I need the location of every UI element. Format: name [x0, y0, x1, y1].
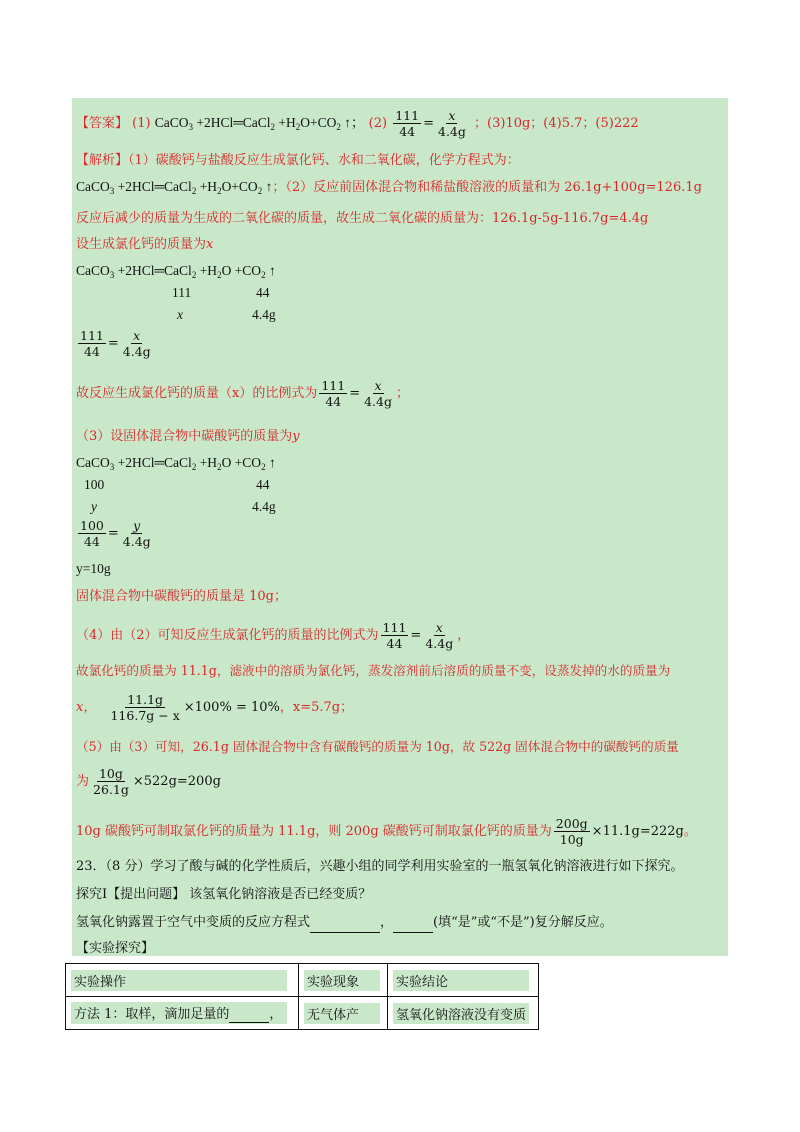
answer-equation: CaCO$_3$ +2HCl═CaCl$_2$ $+H_2O+CO_2$ ↑；: [154, 115, 365, 132]
analysis-line-9: 故氯化钙的质量为 11.1g，滤液中的溶质为氯化钙，蒸发溶剂前后溶质的质量不变，设蒸发掉的水的质量为: [76, 663, 671, 678]
answer-label: 【答案】: [76, 116, 129, 131]
analysis-label: 【解析】: [76, 153, 129, 168]
analysis-line-2: CaCO$_3$ +2HCl═CaCl$_2$ $+H_2O+CO_2$ ↑；（2）反应前固体混合物和稀盐酸溶液的质量和为 26.1g+100g=126.1g: [76, 179, 702, 196]
eq2-under-caco3: 100: [84, 477, 105, 492]
eq1-mass: 4.4g: [252, 307, 276, 322]
eq2-mass: 4.4g: [252, 499, 276, 514]
answer-fraction-right: $\frac{x}{4.4g}$: [438, 108, 466, 139]
eq2-var-y: y: [91, 499, 97, 514]
analysis-line-12: 为 $\frac{10g}{26.1g}$ ×522g=200g: [76, 766, 221, 797]
analysis-line-3: 反应后减少的质量为生成的二氧化碳的质量，故生成二氧化碳的质量为：126.1g-5g-116.7g=4.4g: [76, 211, 649, 226]
eq2-under-co2: 44: [256, 477, 270, 492]
eq1-under-co2: 44: [256, 285, 270, 300]
table-header-row: [66, 964, 539, 997]
experiment-table: [65, 963, 539, 1030]
table-header-cell: 实验操作: [66, 964, 299, 997]
eq1-under-cacl2: 111: [172, 285, 192, 300]
table-cell: 无气体产: [299, 997, 388, 1030]
analysis-line-10: x， $\frac{11.1g}{116.7g - x}$ ×100% = 10%，x=5.7g；: [76, 692, 354, 723]
q23-line-1: 23．（8 分）学习了酸与碱的化学性质后，兴趣小组的同学利用实验室的一瓶氢氧化钠溶液进行如下探究。: [76, 859, 684, 874]
analysis-line-6: （3）设固体混合物中碳酸钙的质量为y: [76, 429, 300, 444]
answer-line: 【答案】 (1) CaCO$_3$ +2HCl═CaCl$_2$ $+H_2O+CO_2$ ↑； (2) $\frac{111}{44}$ = $\frac{x}{4.4g}$ ；(3)10g；(4)5.7；(5)222: [76, 108, 639, 139]
analysis-line-13: 10g 碳酸钙可制取氯化钙的质量为 11.1g，则 200g 碳酸钙可制取氯化钙的质量为 $\frac{200g}{10g}$ ×11.1g=222g。: [76, 816, 697, 847]
answer-fraction-left: $\frac{111}{44}$: [395, 108, 420, 139]
blank-equation[interactable]: [310, 914, 380, 933]
analysis-line-1: 【解析】（1）碳酸钙与盐酸反应生成氯化钙、水和二氧化碳，化学方程式为：: [76, 153, 520, 168]
analysis-line-5: 故反应生成氯化钙的质量（x）的比例式为 $\frac{111}{44}$ = $\frac{x}{4.4g}$ ；: [76, 378, 410, 409]
analysis-line-8: （4）由（2）可知反应生成氯化钙的质量的比例式为 $\frac{111}{44}$ = $\frac{x}{4.4g}$ ，: [76, 620, 471, 651]
blank-reagent[interactable]: [229, 1007, 269, 1023]
table-header-cell: 实验现象: [299, 964, 388, 997]
eq1-var-x: x: [177, 307, 183, 322]
blank-is-or-not[interactable]: [393, 914, 433, 933]
analysis-line-11: （5）由（3）可知，26.1g 固体混合物中含有碳酸钙的质量为 10g，故 522g 固体混合物中的碳酸钙的质量: [76, 739, 679, 754]
q23-line-3: 氢氧化钠露置于空气中变质的反应方程式 ， (填“是”或“不是”)复分解反应。: [76, 914, 613, 933]
table-cell: 氢氧化钠溶液没有变质: [388, 997, 539, 1030]
equation-2: CaCO$_3$ +2HCl═CaCl$_2$ $+H_2O +CO_2$ ↑: [76, 455, 276, 472]
table-row: [66, 997, 539, 1030]
q23-line-2: 探究Ⅰ【提出问题】 该氢氧化钠溶液是否已经变质？: [76, 887, 372, 902]
ratio-2: $\frac{100}{44}$ = $\frac{y}{4.4g}$: [80, 518, 151, 549]
equation-1: CaCO$_3$ +2HCl═CaCl$_2$ $+H_2O +CO_2$ ↑: [76, 263, 276, 280]
table-cell: 方法 1：取样，滴加足量的 ，: [66, 997, 299, 1030]
q23-line-4: 【实验探究】: [76, 941, 155, 956]
analysis-line-7: 固体混合物中碳酸钙的质量是 10g；: [76, 589, 287, 604]
y-result: y=10g: [76, 561, 111, 576]
analysis-line-4: 设生成氯化钙的质量为x: [76, 237, 214, 252]
table-header-cell: 实验结论: [388, 964, 539, 997]
ratio-1: $\frac{111}{44}$ = $\frac{x}{4.4g}$: [80, 328, 151, 359]
